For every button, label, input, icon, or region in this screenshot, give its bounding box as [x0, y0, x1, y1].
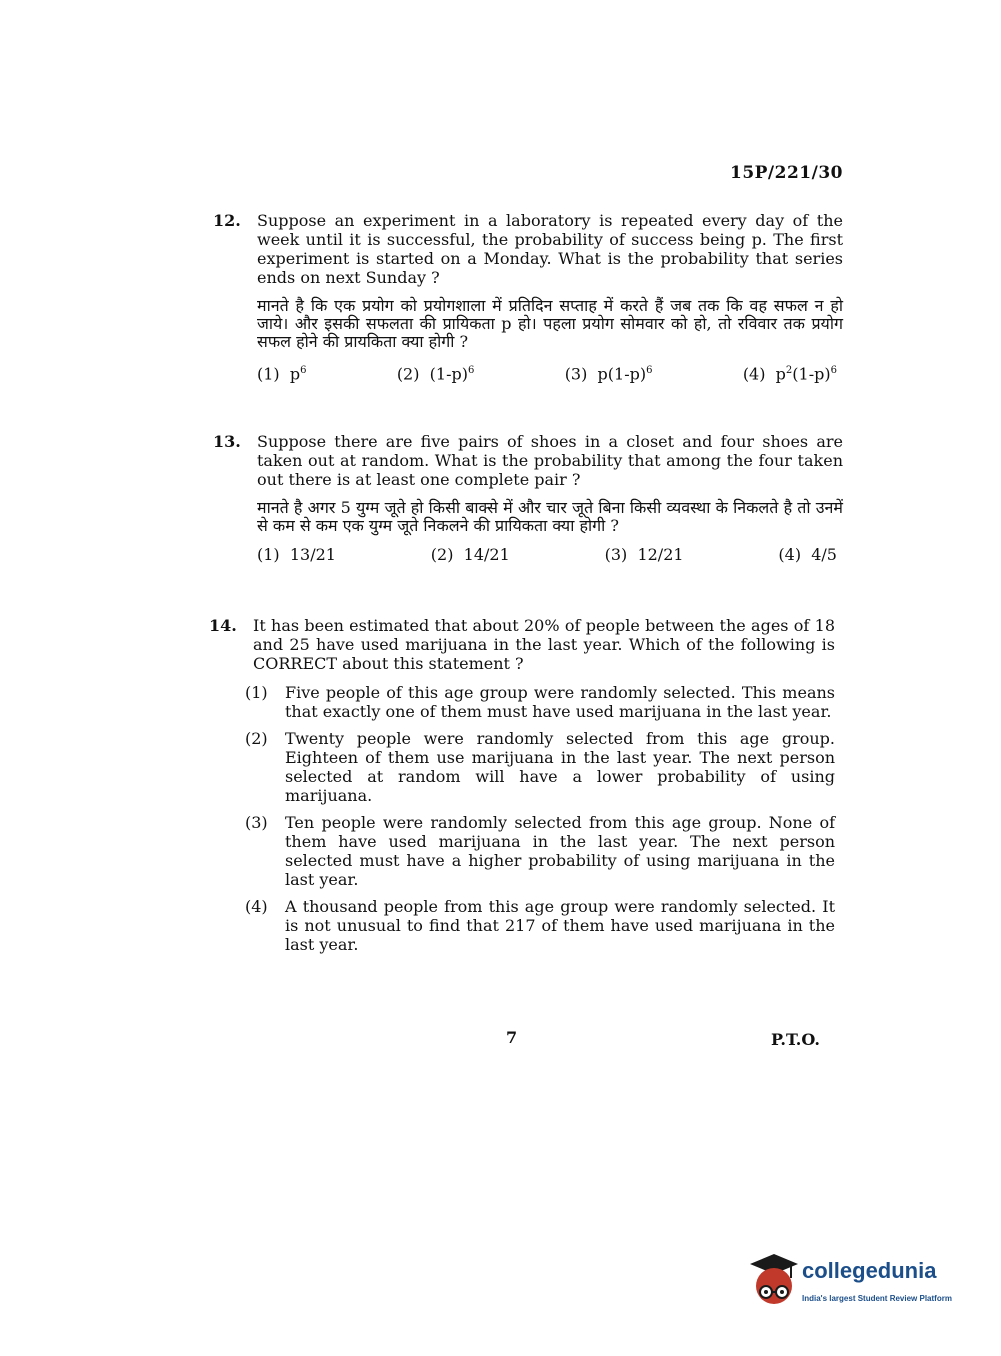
question-text-hindi: मानते है कि एक प्रयोग को प्रयोगशाला में प्रतिदिन सप्ताह में करते हैं जब तक कि वह सफल न हो जाये। और इसकी सफलता की प्रायिकता p हो। पहला प्रयोग सोमवार को हो, तो रविवार तक प्रयोग सफल होने की प्रायकिता क्या होगी ? — [257, 296, 843, 351]
question-number: 14. — [209, 616, 237, 635]
page-number: 7 — [506, 1028, 518, 1047]
pto-label: P.T.O. — [771, 1030, 820, 1049]
option-3: (3) Ten people were randomly selected from this age group. None of them have used marijuana in the last year. The next person selected must have a higher probability of using marijuana in the last year. — [245, 813, 835, 889]
option-1: (1) 13/21 — [257, 545, 336, 564]
question-14 — [209, 616, 835, 962]
option-4: (4) 4/5 — [778, 545, 837, 564]
option-2: (2) 14/21 — [430, 545, 510, 564]
brand-tagline: India's largest Student Review Platform — [802, 1294, 952, 1303]
question-number: 13. — [213, 432, 241, 451]
paper-code: 15P/221/30 — [729, 163, 843, 183]
options-list — [245, 683, 835, 954]
option-3: (3) 12/21 — [604, 545, 684, 564]
option-1: (1) $p^6$ — [257, 364, 307, 384]
option-1: (1) Five people of this age group were randomly selected. This means that exactly one of them must have used marijuana in the last year. — [245, 683, 835, 721]
option-3: (3) $p(1-p)^6$ — [564, 364, 653, 384]
question-text-english: Suppose an experiment in a laboratory is repeated every day of the week until it is successful, the probability of success being p. The first experiment is started on a Monday. What is the probability that series ends on next Sunday ? — [257, 211, 843, 287]
option-4: (4) $p^2(1-p)^6$ — [742, 364, 837, 384]
question-12 — [213, 211, 843, 383]
option-4: (4) A thousand people from this age group were randomly selected. It is not unusual to find that 217 of them have used marijuana in the last year. — [245, 897, 835, 954]
question-text-hindi: मानते है अगर 5 युग्म जूते हो किसी बाक्से में और चार जूते बिना किसी व्यवस्था के निकलते है तो उनमें से कम से कम एक युग्म जूते निकलने की प्रायिकता क्या होगी ? — [257, 498, 843, 535]
question-text-english: It has been estimated that about 20% of people between the ages of 18 and 25 have used marijuana in the last year. Which of the following is CORRECT about this statement ? — [253, 616, 835, 673]
collegedunia-watermark — [744, 1252, 969, 1312]
option-2: (2) Twenty people were randomly selected from this age group. Eighteen of them use marijuana in the last year. The next person selected at random will have a lower probability of using marijuana. — [245, 729, 835, 805]
brand-name: collegedunia — [802, 1258, 937, 1283]
options-row — [257, 545, 837, 564]
option-2: (2) $(1-p)^6$ — [396, 364, 475, 384]
question-text-english: Suppose there are five pairs of shoes in a closet and four shoes are taken out at random. What is the probability that among the four taken out there is at least one complete pair ? — [257, 432, 843, 489]
question-13 — [213, 432, 843, 564]
mascot-icon — [744, 1252, 800, 1312]
options-row — [257, 361, 837, 383]
question-number: 12. — [213, 211, 241, 230]
